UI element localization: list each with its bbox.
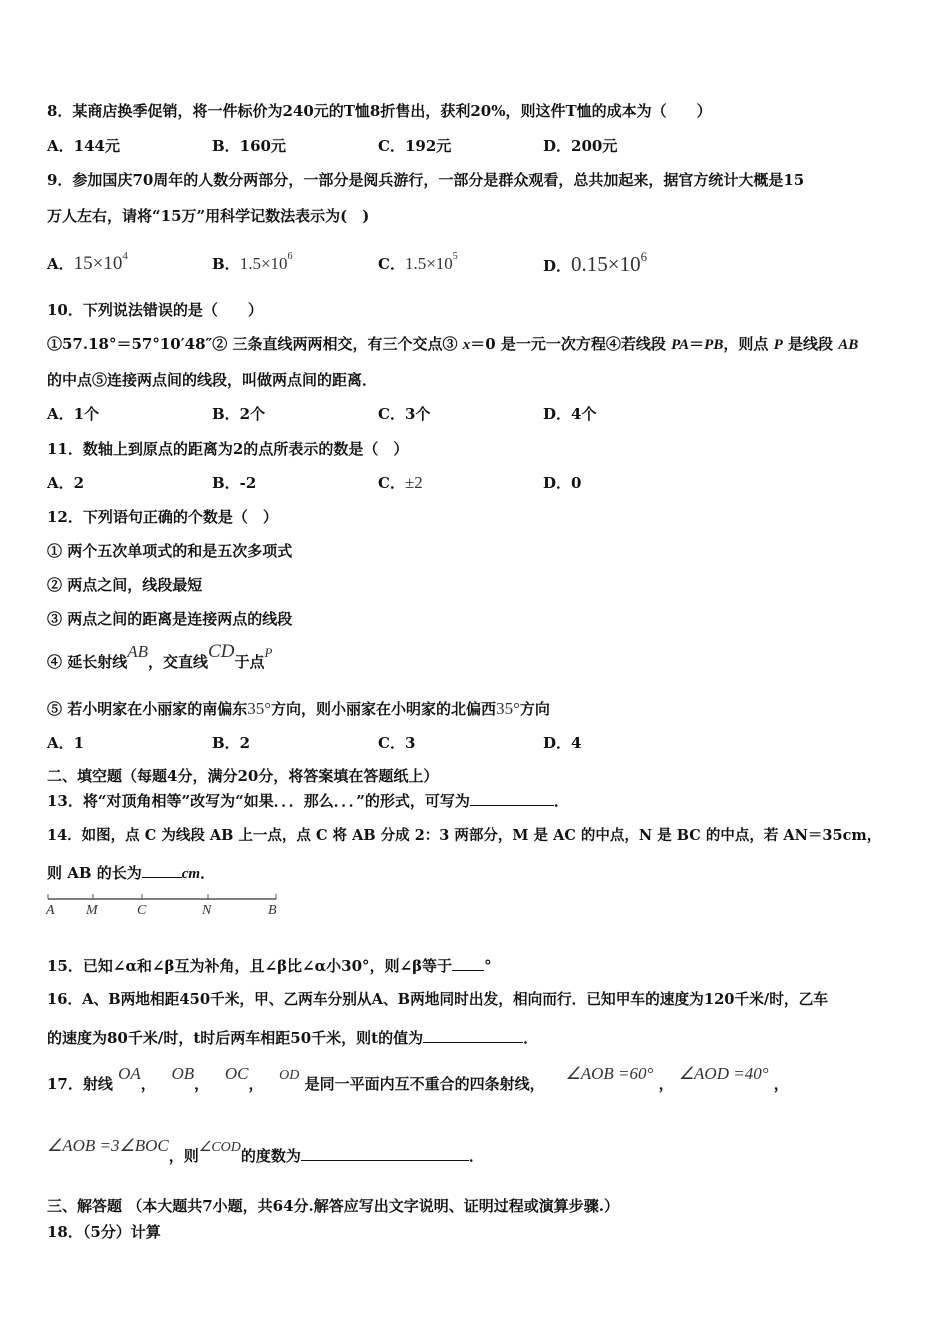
option-d: D．200元 [543, 137, 618, 155]
math: 35° [247, 699, 272, 718]
q10-line2: 的中点⑤连接两点间的线段，叫做两点间的距离． [47, 371, 378, 389]
option-label: C． [378, 255, 405, 273]
text: ，则点 [723, 335, 774, 353]
option-d: D．4个 [543, 405, 597, 423]
exponent: 4 [122, 250, 128, 262]
math: 0.15×10 [571, 252, 641, 276]
math: OB [171, 1064, 195, 1083]
point-label-b: B [268, 903, 277, 918]
q14-line2 [47, 863, 215, 884]
text: ． [200, 864, 216, 882]
math: OC [224, 1064, 249, 1083]
q8-text: 8．某商店换季促销，将一件标价为240元的T恤8折售出，获利20%，则这件T恤的成本为（ ） [47, 102, 712, 120]
q16-line1: 16．A、B两地相距450千米，甲、乙两车分别从A、B两地同时出发，相向而行．已知甲车的速度为120千米/时，乙车 [47, 991, 828, 1008]
unit: cm [181, 866, 201, 882]
text: 是线段 [782, 335, 839, 353]
option-a: A．2 [47, 474, 85, 492]
text: ，则 [168, 1147, 199, 1165]
option-label: A． [47, 255, 74, 273]
text: ， [773, 1075, 789, 1093]
text: 15．已知∠α和∠β互为补角，且∠β比∠α小30°，则∠β等于 [47, 957, 453, 975]
option-d [543, 249, 648, 277]
math: PB [704, 337, 724, 353]
q10-line1 [47, 334, 858, 355]
option-d: D．4 [543, 734, 582, 752]
math: CD [208, 641, 235, 662]
option-b [212, 251, 293, 277]
answer-blank[interactable] [452, 956, 484, 971]
segment-ab-figure [46, 893, 286, 923]
point-label-c: C [137, 903, 147, 918]
text: 的度数为 [240, 1147, 301, 1165]
option-c: C．3 [378, 734, 416, 752]
option-label: D． [543, 257, 572, 275]
text: ⑤ 若小明家在小丽家的南偏东 [47, 700, 248, 718]
math: P [264, 645, 273, 660]
option-c [378, 251, 458, 277]
q12-s3: ③ 两点之间的距离是连接两点的线段 [47, 610, 293, 628]
q12-s4 [47, 641, 273, 673]
option-label: B． [212, 255, 240, 273]
text: ． [468, 1147, 484, 1165]
segment-diagram [46, 893, 286, 927]
math: 15×10 [73, 253, 123, 274]
math: OA [118, 1064, 141, 1083]
math: ∠AOB =60° [565, 1064, 654, 1083]
text: ， [658, 1075, 674, 1093]
q18: 18．（5分）计算 [47, 1223, 161, 1241]
text: ， [140, 1075, 156, 1093]
math: 1.5×10 [239, 254, 288, 273]
option-d: D．0 [543, 474, 582, 492]
q17-line2 [47, 1136, 484, 1168]
q12-text: 12．下列语句正确的个数是（ ） [47, 508, 278, 526]
q16-line2 [47, 1028, 538, 1048]
point-label-n: N [202, 903, 212, 918]
text: 是同一平面内互不重合的四条射线， [304, 1075, 545, 1093]
math: AB [838, 337, 859, 353]
section-2-heading: 二、填空题（每题4分，满分20分，将答案填在答题纸上） [47, 767, 439, 785]
q13 [47, 791, 569, 811]
q11-text: 11．数轴上到原点的距离为2的点所表示的数是（ ） [47, 440, 409, 458]
math: AB [127, 642, 149, 661]
q12-s5 [47, 699, 550, 719]
text: ＝ [689, 335, 705, 353]
point-label-a: A [46, 903, 55, 918]
q17-line1 [47, 1064, 789, 1096]
text: 于点 [234, 653, 265, 671]
text: ， [248, 1075, 264, 1093]
option-c [378, 473, 423, 493]
text: ． [523, 1029, 539, 1047]
text: 17．射线 [47, 1075, 113, 1093]
q15 [47, 956, 492, 976]
math: ∠COD [198, 1140, 241, 1155]
text: ①57.18°＝57°10′48″② 三条直线两两相交，有三个交点③ [47, 335, 463, 353]
math: P [773, 337, 783, 353]
exponent: 6 [640, 249, 648, 264]
q14-line1: 14．如图，点 C 为线段 AB 上一点，点 C 将 AB 分成 2：3 两部分，M 是 AC 的中点，N 是 BC 的中点，若 AN＝35cm， [47, 827, 882, 844]
section-3-heading: 三、解答题 （本大题共7小题，共64分.解答应写出文字说明、证明过程或演算步骤.） [47, 1197, 619, 1215]
text: 方向 [519, 700, 550, 718]
q12-s1: ① 两个五次单项式的和是五次多项式 [47, 542, 293, 560]
option-a: A．1个 [47, 405, 100, 423]
math: OD [279, 1068, 300, 1083]
text: ，交直线 [148, 653, 209, 671]
answer-blank[interactable] [142, 863, 182, 878]
answer-blank[interactable] [470, 791, 554, 806]
option-label: C． [378, 474, 405, 492]
q9-line1: 9．参加国庆70周年的人数分两部分，一部分是阅兵游行，一部分是群众观看，总共加起来，据官方统计大概是15 [47, 171, 805, 189]
exponent: 6 [287, 251, 293, 262]
math: PA [671, 337, 690, 353]
option-c: C．3个 [378, 405, 431, 423]
q12-s2: ② 两点之间，线段最短 [47, 576, 203, 594]
text: 13．将“对顶角相等”改写为“如果．．．那么．．．”的形式，可写为 [47, 792, 470, 810]
option-b: B．2 [212, 734, 251, 752]
option-b: B．-2 [212, 474, 257, 492]
math: 35° [496, 699, 520, 718]
text: 则 AB 的长为 [47, 864, 142, 882]
text: ． [553, 792, 569, 810]
answer-blank[interactable] [301, 1146, 469, 1161]
q9-line2: 万人左右，请将“15万”用科学记数法表示为( ) [47, 207, 370, 225]
option-a: A．144元 [47, 137, 120, 155]
math: x [462, 337, 471, 353]
math: 1.5×10 [404, 254, 453, 273]
point-label-m: M [86, 903, 98, 918]
math: ∠AOD =40° [678, 1064, 769, 1083]
exponent: 5 [452, 251, 458, 262]
option-a: A．1 [47, 734, 85, 752]
math: ±2 [404, 473, 423, 492]
math: ∠AOB =3∠BOC [47, 1136, 169, 1155]
text: ④ 延长射线 [47, 653, 128, 671]
option-c: C．192元 [378, 137, 452, 155]
option-a [47, 250, 128, 276]
option-b: B．160元 [212, 137, 286, 155]
text: 方向，则小丽家在小明家的北偏西 [271, 700, 497, 718]
text: ° [484, 957, 492, 975]
text: 的速度为80千米/时，t时后两车相距50千米，则t的值为 [47, 1029, 424, 1047]
text: ＝0 是一元一次方程④若线段 [470, 335, 672, 353]
option-b: B．2个 [212, 405, 266, 423]
text: ， [194, 1075, 210, 1093]
answer-blank[interactable] [423, 1028, 523, 1043]
q10-text: 10．下列说法错误的是（ ） [47, 301, 263, 319]
